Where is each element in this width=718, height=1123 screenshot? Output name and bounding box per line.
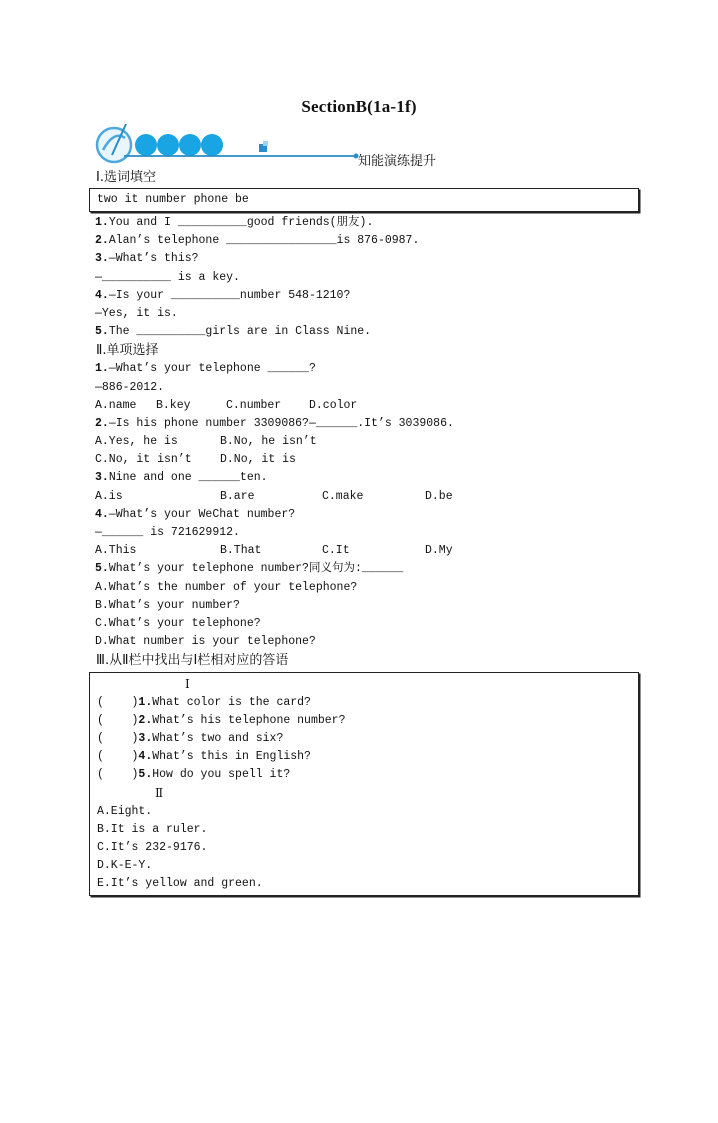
options-row	[95, 397, 635, 415]
option: D.color	[309, 398, 358, 412]
match-answer: E.It’s yellow and green.	[97, 877, 263, 891]
match-question: ( )1.What color is the card?	[97, 695, 311, 709]
question: 1.—What’s your telephone ______?	[95, 362, 316, 376]
option: B.key	[156, 398, 191, 412]
question: 4.—What’s your WeChat number?	[95, 507, 296, 521]
list-item: 5.The __________girls are in Class Nine.	[95, 325, 372, 339]
word-bank: two it number phone be	[89, 188, 639, 212]
question: 5.What’s your telephone number?同义句为:______	[95, 562, 404, 576]
answer-line: —886-2012.	[95, 380, 165, 394]
match-answer: B.It is a ruler.	[97, 822, 208, 836]
option: C.number	[226, 398, 282, 412]
section1-heading: Ⅰ.选词填空	[96, 170, 156, 185]
option: B.are	[220, 489, 255, 503]
section2-heading: Ⅱ.单项选择	[96, 343, 159, 359]
question: 3.Nine and one ______ten.	[95, 471, 268, 485]
answer-line: —______ is 721629912.	[95, 526, 240, 539]
option: B.No, he isn’t	[220, 435, 317, 449]
option: A.This	[95, 544, 137, 558]
question: 2.—Is his phone number 3309086?—______.It’s 3039086.	[95, 416, 454, 430]
option: C.make	[322, 489, 364, 503]
list-item: 2.Alan’s telephone ________________is 876-0987.	[95, 234, 420, 248]
option: C.What’s your telephone?	[95, 616, 261, 630]
options-row	[95, 542, 635, 560]
option: B.What’s your number?	[95, 598, 240, 612]
option: A.What’s the number of your telephone?	[95, 580, 358, 594]
match-question: ( )5.How do you spell it?	[97, 768, 291, 782]
banner-label: 知能演练提升	[358, 154, 437, 169]
list-item: 1.You and I __________good friends(朋友).	[95, 216, 374, 229]
option: D.be	[425, 489, 453, 503]
option: A.is	[95, 489, 123, 503]
option: A.Yes, he is	[95, 435, 178, 449]
section2-questions	[95, 360, 635, 651]
option: D.What number is your telephone?	[95, 635, 316, 649]
match-answer: D.K-E-Y.	[97, 859, 153, 873]
column-2-label: Ⅱ	[155, 786, 164, 801]
list-item: 4.—Is your __________number 548-1210?	[95, 288, 351, 302]
option: D.My	[425, 544, 453, 558]
page-title: SectionB(1a-1f)	[301, 97, 417, 116]
options-row	[95, 488, 635, 506]
match-question: ( )4.What’s this in English?	[97, 750, 311, 764]
column-1-label: Ⅰ	[185, 677, 190, 692]
option: C.No, it isn’t	[95, 453, 192, 467]
options-row	[95, 433, 635, 451]
option: C.It	[322, 544, 350, 558]
section1-items	[95, 214, 635, 341]
list-item: —__________ is a key.	[95, 270, 240, 284]
matching-box	[89, 672, 639, 895]
match-answer: C.It’s 232-9176.	[97, 841, 208, 854]
option: B.That	[220, 544, 262, 558]
match-question: ( )3.What’s two and six?	[97, 731, 284, 745]
option: D.No, it is	[220, 453, 296, 467]
option: A.name	[95, 398, 137, 412]
list-item: —Yes, it is.	[95, 306, 178, 320]
match-answer: A.Eight.	[97, 804, 153, 818]
match-question: ( )2.What’s his telephone number?	[97, 713, 346, 727]
list-item: 3.—What’s this?	[95, 252, 199, 266]
worksheet-content	[95, 168, 635, 896]
options-row	[95, 451, 635, 469]
section3-heading: Ⅲ.从Ⅱ栏中找出与Ⅰ栏相对应的答语	[96, 653, 289, 669]
